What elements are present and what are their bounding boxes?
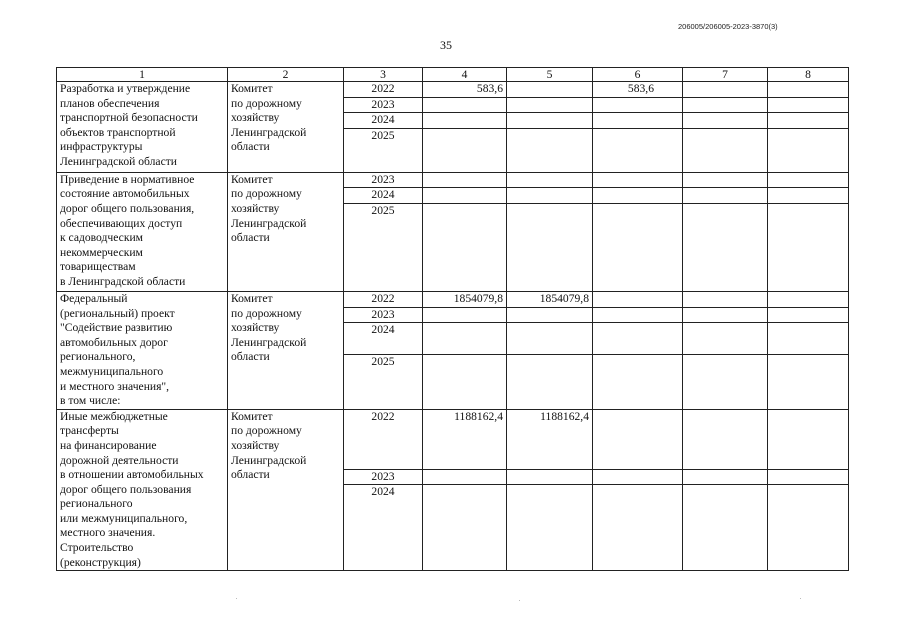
measure-description: Федеральный (региональный) проект "Содействие развитию автомобильных дорог регионального, межмуниципального и местного значения", в том числе:: [57, 291, 228, 409]
year-cell: 2025: [344, 203, 423, 291]
value-cell: [593, 469, 683, 485]
value-cell: [423, 188, 507, 204]
column-header: 8: [768, 68, 849, 82]
value-cell: 1854079,8: [507, 291, 593, 307]
value-cell: [593, 172, 683, 188]
value-cell: [507, 113, 593, 129]
year-cell: 2024: [344, 323, 423, 355]
value-cell: [593, 409, 683, 469]
value-cell: [507, 188, 593, 204]
year-cell: 2023: [344, 307, 423, 323]
year-cell: 2022: [344, 291, 423, 307]
value-cell: [593, 97, 683, 113]
value-cell: 1854079,8: [423, 291, 507, 307]
value-cell: [683, 485, 768, 571]
value-cell: [683, 323, 768, 355]
value-cell: [768, 113, 849, 129]
value-cell: [768, 307, 849, 323]
value-cell: [683, 409, 768, 469]
value-cell: [683, 469, 768, 485]
value-cell: [423, 113, 507, 129]
value-cell: [593, 291, 683, 307]
value-cell: [423, 172, 507, 188]
column-header: 7: [683, 68, 768, 82]
value-cell: [593, 485, 683, 571]
value-cell: [768, 485, 849, 571]
value-cell: [423, 203, 507, 291]
year-cell: 2025: [344, 355, 423, 409]
value-cell: [683, 82, 768, 98]
year-cell: 2024: [344, 113, 423, 129]
value-cell: [683, 113, 768, 129]
value-cell: 583,6: [423, 82, 507, 98]
year-cell: 2025: [344, 128, 423, 172]
year-cell: 2024: [344, 485, 423, 571]
value-cell: [507, 203, 593, 291]
value-cell: [768, 172, 849, 188]
value-cell: [507, 469, 593, 485]
value-cell: [507, 82, 593, 98]
value-cell: [507, 355, 593, 409]
value-cell: [768, 128, 849, 172]
value-cell: [768, 203, 849, 291]
value-cell: [593, 307, 683, 323]
value-cell: [768, 355, 849, 409]
measure-description: Иные межбюджетные трансферты на финансирование дорожной деятельности в отношении автомобильных дорог общего пользования регионального или межмуниципального, местного значения. Строительство (реконструкция): [57, 409, 228, 571]
value-cell: 583,6: [593, 82, 683, 98]
year-cell: 2022: [344, 409, 423, 469]
column-header: 6: [593, 68, 683, 82]
responsible-executor: Комитет по дорожному хозяйству Ленинградской области: [228, 291, 344, 409]
value-cell: [507, 128, 593, 172]
value-cell: [423, 485, 507, 571]
column-header: 2: [228, 68, 344, 82]
value-cell: [683, 128, 768, 172]
value-cell: [593, 188, 683, 204]
value-cell: [593, 113, 683, 129]
year-cell: 2023: [344, 97, 423, 113]
value-cell: [423, 128, 507, 172]
value-cell: [507, 97, 593, 113]
value-cell: [768, 82, 849, 98]
year-cell: 2023: [344, 172, 423, 188]
value-cell: [768, 97, 849, 113]
value-cell: [507, 485, 593, 571]
value-cell: [593, 323, 683, 355]
value-cell: [683, 307, 768, 323]
table-row: [57, 291, 849, 307]
scan-speck: [236, 598, 237, 599]
column-header: 3: [344, 68, 423, 82]
value-cell: [768, 188, 849, 204]
responsible-executor: Комитет по дорожному хозяйству Ленинградской области: [228, 172, 344, 291]
column-header: 1: [57, 68, 228, 82]
value-cell: [423, 355, 507, 409]
value-cell: 1188162,4: [507, 409, 593, 469]
column-header: 5: [507, 68, 593, 82]
scan-speck: [519, 600, 520, 601]
value-cell: [768, 291, 849, 307]
year-cell: 2023: [344, 469, 423, 485]
year-cell: 2024: [344, 188, 423, 204]
measure-description: Разработка и утверждение планов обеспечения транспортной безопасности объектов транспортной инфраструктуры Ленинградской области: [57, 82, 228, 173]
scan-speck: [800, 598, 801, 599]
table-row: [57, 409, 849, 469]
measure-description: Приведение в нормативное состояние автомобильных дорог общего пользования, обеспечивающих доступ к садоводческим некоммерческим товариществам в Ленинградской области: [57, 172, 228, 291]
value-cell: [507, 323, 593, 355]
value-cell: [593, 128, 683, 172]
value-cell: [423, 323, 507, 355]
document-code: 206005/206005-2023-3870(3): [678, 22, 778, 31]
value-cell: [593, 355, 683, 409]
value-cell: [507, 172, 593, 188]
value-cell: 1188162,4: [423, 409, 507, 469]
value-cell: [768, 469, 849, 485]
value-cell: [683, 97, 768, 113]
value-cell: [507, 307, 593, 323]
value-cell: [683, 188, 768, 204]
column-header-row: [57, 68, 849, 82]
responsible-executor: Комитет по дорожному хозяйству Ленинградской области: [228, 409, 344, 571]
column-header: 4: [423, 68, 507, 82]
value-cell: [683, 172, 768, 188]
page-number: 35: [440, 38, 452, 52]
value-cell: [683, 355, 768, 409]
value-cell: [423, 469, 507, 485]
value-cell: [593, 203, 683, 291]
value-cell: [423, 97, 507, 113]
responsible-executor: Комитет по дорожному хозяйству Ленинградской области: [228, 82, 344, 173]
year-cell: 2022: [344, 82, 423, 98]
table-row: [57, 172, 849, 188]
value-cell: [768, 323, 849, 355]
value-cell: [683, 291, 768, 307]
budget-table: [56, 67, 849, 571]
value-cell: [683, 203, 768, 291]
value-cell: [423, 307, 507, 323]
table-row: [57, 82, 849, 98]
value-cell: [768, 409, 849, 469]
